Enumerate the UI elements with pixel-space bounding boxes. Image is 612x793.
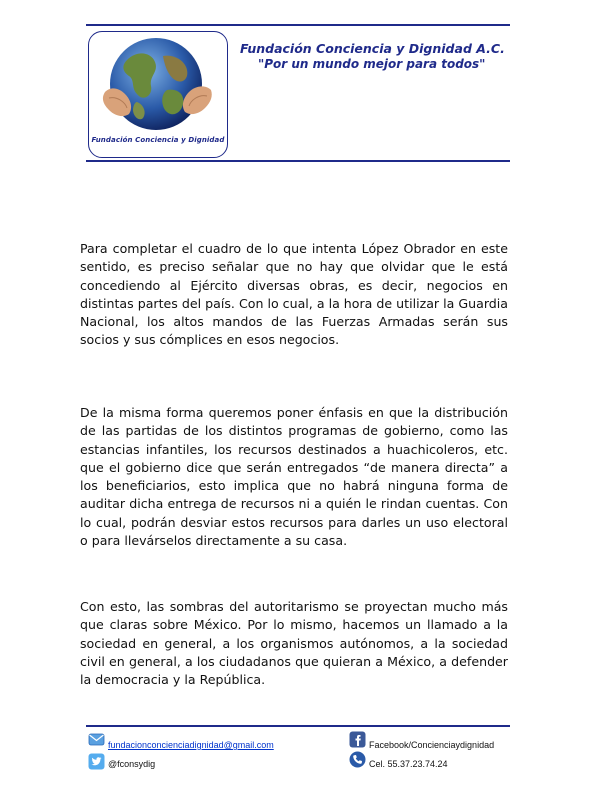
footer-facebook: Facebook/Concienciaydignidad bbox=[369, 740, 495, 750]
logo bbox=[88, 31, 228, 158]
footer-email-link[interactable]: fundacionconcienciadignidad@gmail.com bbox=[108, 740, 274, 750]
header-rule-top bbox=[86, 24, 510, 26]
facebook-icon bbox=[349, 731, 366, 748]
footer-rule bbox=[86, 725, 510, 727]
footer-twitter: @fconsydig bbox=[108, 759, 156, 769]
phone-icon bbox=[349, 751, 366, 768]
email-icon bbox=[88, 731, 105, 748]
paragraph-1: Para completar el cuadro de lo que intenta López Obrador en este sentido, es preciso señalar que no hay que olvidar que le está concediendo al Ejército diversas obras, es decir, negocios en distintas partes del país. Con lo cual, a la hora de utilizar la Guardia Nacional, los altos mandos de las Fuerzas Armadas serán sus socios y sus cómplices en esos negocios. bbox=[80, 241, 508, 348]
header-rule-bottom bbox=[86, 160, 510, 162]
logo-caption: Fundación Conciencia y Dignidad bbox=[91, 136, 225, 144]
paragraph-2: De la misma forma queremos poner énfasis en que la distribución de las partidas de los distintos programas de gobierno, como las estancias infantiles, los recursos destinados a huachicoleros, etc. que el gobierno dice que serán entregados “de manera directa” a los beneficiarios, esto implica que no habrá ninguna forma de auditar dicha entrega de recursos ni a quién le rindan cuentas. Con lo cual, podrán desviar estos recursos para darles un uso electoral o para llevárselos directamente a su casa. bbox=[80, 405, 508, 549]
twitter-icon bbox=[88, 753, 105, 770]
paragraph-3: Con esto, las sombras del autoritarismo se proyectan mucho más que claras sobre México. Por lo mismo, hacemos un llamado a la sociedad en general, a los organismos autónomos, a la sociedad civil en general, a los ciudadanos que quieran a México, a defender la democracia y la República. bbox=[80, 599, 508, 688]
footer-phone: Cel. 55.37.23.74.24 bbox=[369, 759, 448, 769]
org-name: Fundación Conciencia y Dignidad A.C. bbox=[240, 41, 505, 56]
globe-hands-logo-icon bbox=[89, 32, 227, 136]
org-motto: "Por un mundo mejor para todos" bbox=[258, 57, 486, 71]
